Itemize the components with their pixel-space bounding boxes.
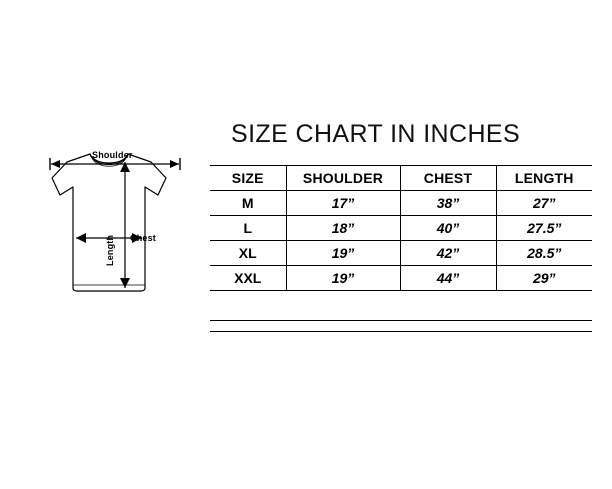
cell-chest: 42” (400, 241, 496, 266)
cell-chest: 40” (400, 216, 496, 241)
cell-length: 27.5” (496, 216, 592, 241)
size-table-container (210, 165, 592, 291)
table-row (210, 241, 592, 266)
table-row (210, 216, 592, 241)
shoulder-arrowhead-left (51, 160, 60, 168)
shirt-outline (52, 154, 166, 291)
cell-shoulder: 19” (286, 241, 400, 266)
cell-size: XXL (210, 266, 286, 291)
cell-size: L (210, 216, 286, 241)
length-label: Length (105, 234, 115, 266)
cell-shoulder: 18” (286, 216, 400, 241)
shoulder-arrowhead-right (170, 160, 179, 168)
chest-label: Chest (130, 233, 157, 243)
cell-chest: 44” (400, 266, 496, 291)
table-footer-rule-top (210, 320, 592, 321)
table-footer-rule-bottom (210, 331, 592, 332)
size-table-body (210, 191, 592, 291)
size-table (210, 165, 592, 291)
column-header-size: SIZE (210, 166, 286, 191)
column-header-shoulder: SHOULDER (286, 166, 400, 191)
column-header-length: LENGTH (496, 166, 592, 191)
table-row (210, 191, 592, 216)
cell-shoulder: 19” (286, 266, 400, 291)
tshirt-diagram (20, 140, 210, 340)
cell-chest: 38” (400, 191, 496, 216)
cell-shoulder: 17” (286, 191, 400, 216)
cell-length: 29” (496, 266, 592, 291)
table-row (210, 266, 592, 291)
size-table-head (210, 166, 592, 191)
table-header-row (210, 166, 592, 191)
cell-length: 27” (496, 191, 592, 216)
cell-size: XL (210, 241, 286, 266)
tshirt-illustration (20, 140, 210, 340)
cell-length: 28.5” (496, 241, 592, 266)
column-header-chest: CHEST (400, 166, 496, 191)
cell-size: M (210, 191, 286, 216)
shoulder-label: Shoulder (92, 150, 133, 160)
chart-title: SIZE CHART IN INCHES (231, 120, 521, 148)
